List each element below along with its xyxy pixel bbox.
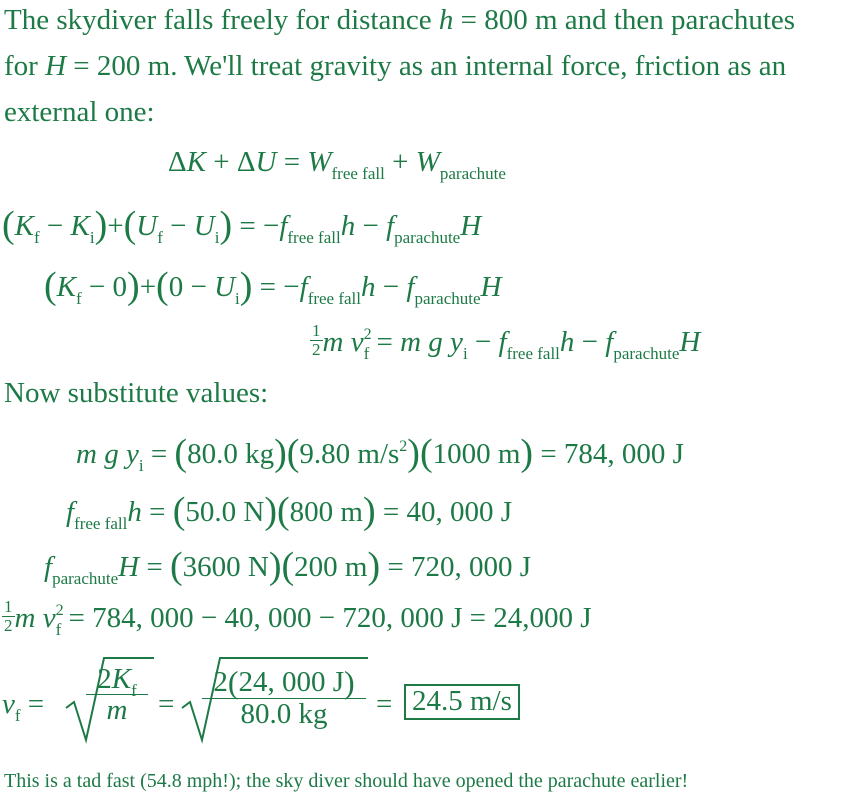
equation-substituted-zero: $(K_f - 0)+(0 - U_i) = -f_{free fall}h - f_{parachute}H$ xyxy=(44,265,502,308)
intro-line-3: external one: xyxy=(4,96,155,128)
equation-energy-work: $\Delta K + \Delta U = W_{free fall} + W_{parachute}$ xyxy=(168,146,506,183)
substitute-label: Now substitute values: xyxy=(4,377,269,409)
intro-line-2: for H = 200 m. We'll treat gravity as an internal force, friction as an xyxy=(4,50,787,82)
answer-box: 24.5 m/s xyxy=(404,684,520,720)
result-velocity: $v_f$ = $\frac{2K_f}{m}$ = $\frac{2(24, 000 J)}{80.0 kg}$ = 24.5 m/s xyxy=(2,662,542,746)
value-potential-energy: m g $y_i = (80.0$ kg)(9.80 $m/s^2)(1000$ m) = 784, 000 J xyxy=(76,432,684,475)
equation-kinetic-energy: $\frac{1}{2}$ m $v^2_f = m$ g $y_i - f_{free fall}h - f_{parachute}H$ xyxy=(312,321,701,363)
intro-line-1: The skydiver falls freely for distance h = 800 m and then parachutes xyxy=(4,4,796,36)
value-free-fall-work: $f_{free fall}h = (50.0$ N)(800 m) = 40, 000 J xyxy=(66,490,513,533)
equation-expanded: $(K_f - K_i)+(U_f - U_i) = -f_{free fall}h - f_{parachute}H$ xyxy=(2,204,482,247)
value-kinetic-energy: $\frac{1}{2}$ m $v^2_f = 784$, 000 − 40, 000 − 720, 000 J = 24,000 J xyxy=(4,597,592,639)
value-parachute-work: $f_{parachute}H = (3600$ N)(200 m) = 720, 000 J xyxy=(44,545,531,588)
conclusion-text: This is a tad fast (54.8 mph!); the sky diver should have opened the parachute earlier! xyxy=(4,770,689,792)
